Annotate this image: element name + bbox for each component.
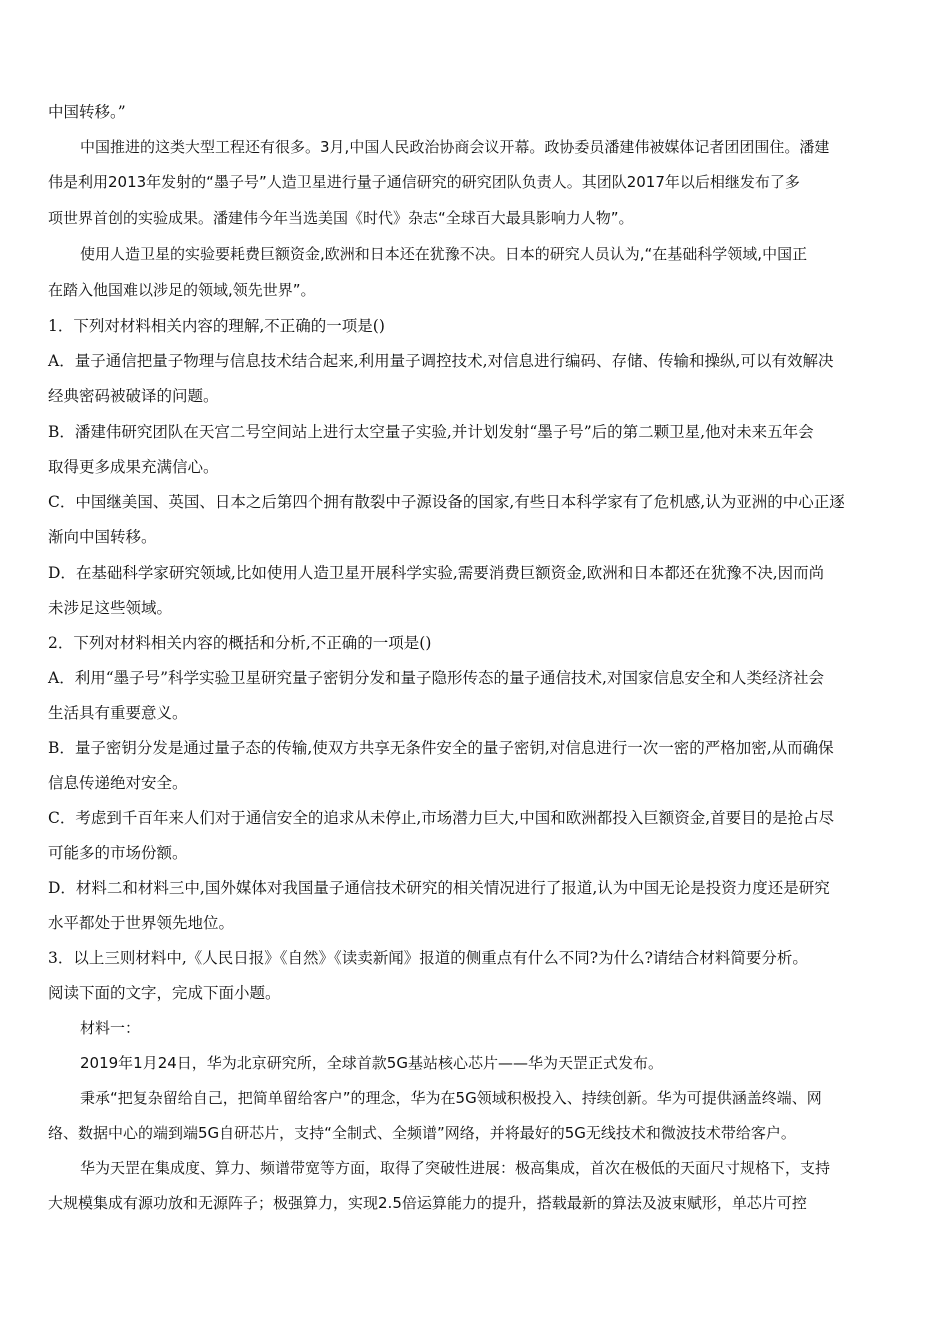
q1-option-b-line2: 取得更多成果充满信心。 [48,458,219,476]
material-one-label: 材料一： [80,1019,141,1037]
q2-option-d-line1: D．材料二和材料三中,国外媒体对我国量子通信技术研究的相关情况进行了报道,认为中国无论是投资力度还是研究 [48,879,830,897]
q1-option-a-line1: A．量子通信把量子物理与信息技术结合起来,利用量子调控技术,对信息进行编码、存储、传输和操纵,可以有效解决 [48,352,834,370]
q2-option-c-line2: 可能多的市场份额。 [48,844,188,862]
q1-option-d-line1: D．在基础科学家研究领域,比如使用人造卫星开展科学实验,需要消费巨额资金,欧洲和日本都还在犹豫不决,因而尚 [48,564,825,582]
q1-option-b-line1: B．潘建伟研究团队在天宫二号空间站上进行太空量子实验,并计划发射“墨子号”后的第二颗卫星,他对未来五年会 [48,423,814,441]
q1-option-a-line2: 经典密码被破译的问题。 [48,387,219,405]
q1-option-d-line2: 未涉足这些领域。 [48,599,173,617]
q2-option-b-line2: 信息传递绝对安全。 [48,774,188,792]
q2-option-a-line1: A．利用“墨子号”科学实验卫星研究量子密钥分发和量子隐形传态的量子通信技术,对国家信息安全和人类经济社会 [48,669,824,687]
material3-p1-line1: 中国推进的这类大型工程还有很多。3月,中国人民政治协商会议开幕。政协委员潘建伟被媒体记者团团围住。潘建 [80,138,830,156]
reading-instruction: 阅读下面的文字，完成下面小题。 [48,984,281,1002]
material-one-p3-line2: 大规模集成有源功放和无源阵子；极强算力，实现2.5倍运算能力的提升，搭载最新的算法及波束赋形，单芯片可控 [48,1194,807,1212]
q1-option-c-line1: C．中国继美国、英国、日本之后第四个拥有散裂中子源设备的国家,有些日本科学家有了危机感,认为亚洲的中心正逐 [48,493,845,511]
q2-option-a-line2: 生活具有重要意义。 [48,704,188,722]
material3-p2-line1: 使用人造卫星的实验要耗费巨额资金,欧洲和日本还在犹豫不决。日本的研究人员认为,“在基础科学领域,中国正 [80,245,808,263]
material3-p1-line2: 伟是利用2013年发射的“墨子号”人造卫星进行量子通信研究的研究团队负责人。其团队2017年以后相继发布了多 [48,173,800,191]
material3-p1-line3: 项世界首创的实验成果。潘建伟今年当选美国《时代》杂志“全球百大最具影响力人物”。 [48,209,634,227]
q1-option-c-line2: 渐向中国转移。 [48,528,157,546]
material3-p2-line2: 在踏入他国难以涉足的领域,领先世界”。 [48,281,316,299]
material-one-p2-line1: 秉承“把复杂留给自己，把简单留给客户”的理念，华为在5G领域积极投入、持续创新。华为可提供涵盖终端、网 [80,1089,822,1107]
q2-option-d-line2: 水平都处于世界领先地位。 [48,914,235,932]
q2-option-b-line1: B．量子密钥分发是通过量子态的传输,使双方共享无条件安全的量子密钥,对信息进行一次一密的严格加密,从而确保 [48,739,834,757]
q3-stem: 3．以上三则材料中,《人民日报》《自然》《读卖新闻》报道的侧重点有什么不同?为什么?请结合材料简要分析。 [48,949,808,967]
material2-last-line: 中国转移。” [48,103,126,121]
q2-option-c-line1: C．考虑到千百年来人们对于通信安全的追求从未停止,市场潜力巨大,中国和欧洲都投入巨额资金,首要目的是抢占尽 [48,809,835,827]
material-one-p3-line1: 华为天罡在集成度、算力、频谱带宽等方面，取得了突破性进展：极高集成，首次在极低的天面尺寸规格下，支持 [80,1159,831,1177]
material-one-p1: 2019年1月24日，华为北京研究所，全球首款5G基站核心芯片——华为天罡正式发布。 [80,1054,663,1072]
q1-stem: 1．下列对材料相关内容的理解,不正确的一项是() [48,317,385,335]
q2-stem: 2．下列对材料相关内容的概括和分析,不正确的一项是() [48,634,432,652]
material-one-p2-line2: 络、数据中心的端到端5G自研芯片，支持“全制式、全频谱”网络，并将最好的5G无线技术和微波技术带给客户。 [48,1124,796,1142]
